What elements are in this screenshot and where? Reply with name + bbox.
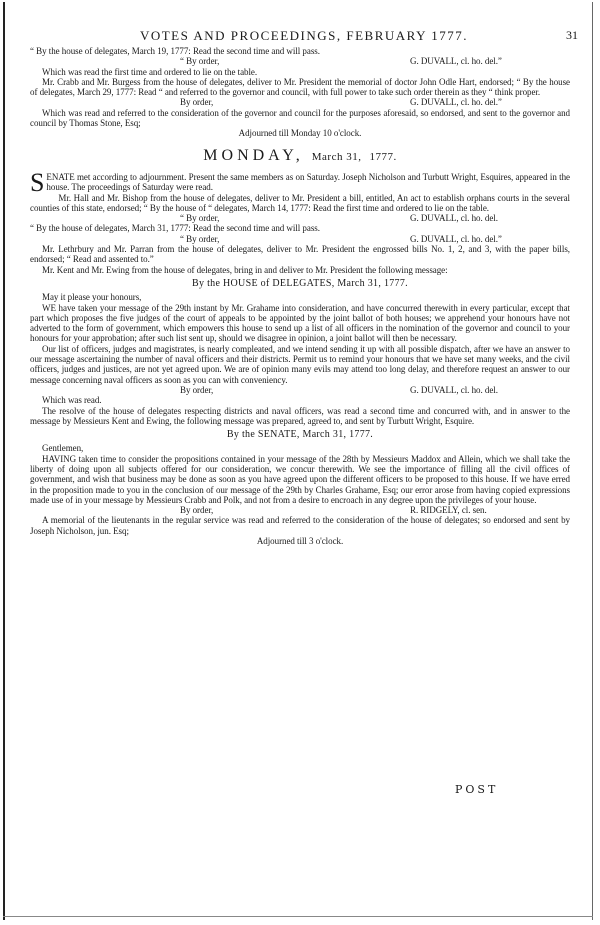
line-first-reading: Which was read the first time and ordered to lie on the table.: [42, 66, 258, 77]
message-salutation: Gentlemen,: [42, 443, 84, 454]
by-order: “ By order,: [180, 213, 220, 224]
message-paragraph: HAVING taken time to consider the propositions contained in your message of the 28th by Messieurs Maddox and Allein, which we shall take the liberty of doing upon all subjects offered for our consideration, we concur therewith. We see the importance of filling all the civil offices of government, and wish that business may be done as soon as you have agreed upon the different officers to be proposed to this house. If we have erred in the proposition made to you in the conclusion of our message of the 29th by Charles Grahame, Esq; our error arose from having copied expressions made use of in your message by Messieurs Crabb and Polk, and not from a desire to encroach in any degree upon the privileges of your house.: [30, 453, 570, 505]
adjournment: Adjourned till 3 o'clock.: [256, 536, 344, 547]
senate-clerk-signature: R. RIDGELY, cl. sen.: [410, 505, 487, 516]
signature-line: [30, 56, 570, 66]
page-number: 31: [566, 28, 578, 42]
line-second-reading: “ By the house of delegates, March 31, 1777: Read the second time and will pass.: [30, 223, 320, 234]
paragraph-senate-met: [30, 167, 570, 197]
title-date: March 31,: [311, 150, 362, 163]
signature-line: [30, 385, 570, 395]
paragraph-referred: Which was read and referred to the consideration of the governor and council for the purposes aforesaid, so endorsed, and sent to the governor and council by Thomas Stone, Esq;: [30, 107, 570, 129]
bottom-rule: [3, 916, 593, 917]
message-paragraph: Our list of officers, judges and magistrates, is nearly compleated, and we intend sending it up with all possible dispatch, after we have an answer to our message ascertaining the number of naval officers and their districts. Permit us to remind your honours that we have set many weeks, and the civil officers, judges and justices, are not yet agreed upon. We are of opinion many evils may attend too long delay, and therefore request an answer to our message concerning naval officers as soon as you can with conveniency.: [30, 343, 570, 385]
paragraph-message-intro: Mr. Kent and Mr. Ewing from the house of delegates, bring in and deliver to Mr. President the following message:: [42, 264, 448, 275]
line-second-reading: “ By the house of delegates, March 19, 1777: Read the second time and will pass.: [30, 46, 320, 56]
paragraph-engrossed-bills: Mr. Lethrbury and Mr. Parran from the house of delegates, deliver to Mr. President the engrossed bills No. 1, 2, and 3, with the paper bills, endorsed; “ Read and assented to.”: [30, 244, 570, 265]
paragraph-resolve: The resolve of the house of delegates respecting districts and naval officers, was read a second time and concurred with, and in answer to the message by Messieurs Kent and Ewing, the following message was prepared, agreed to, and sent by Turbutt Wright, Esquire.: [30, 405, 570, 426]
drop-cap: S: [30, 167, 45, 197]
section-title: [30, 146, 570, 164]
signature-line: [30, 213, 570, 223]
message-heading: By the SENATE, March 31, 1777.: [226, 429, 374, 441]
line-read: Which was read.: [42, 395, 102, 406]
message-paragraph: WE have taken your message of the 29th instant by Mr. Grahame into consideration, and have concurred therewith in every particular, except that part which proposes the five judges of the court of appeals to be appointed by the joint ballot of both houses; we apprehend your honours have not adverted to the form of government, which empowers this house to send up a list of all officers in the nomination of the governor and council to your honours for your approbation; after such list sent up, should we disagree in opinion, a joint ballot will then be necessary.: [30, 302, 570, 344]
header-title: VOTES AND PROCEEDINGS, FEBRUARY 1777.: [139, 28, 469, 43]
paragraph-memorial: Mr. Crabb and Mr. Burgess from the house of delegates, deliver to Mr. President the memorial of doctor John Odle Hart, endorsed; “ By the house of delegates, March 29, 1777: Read “ and referred to the governor and council, with full power to take such order therein as they “ think proper.: [30, 76, 570, 98]
signature-line: [30, 97, 570, 107]
by-order: By order,: [180, 384, 214, 395]
running-header: [30, 28, 578, 44]
by-order: By order,: [180, 505, 214, 516]
message-heading: By the HOUSE of DELEGATES, March 31, 1777.: [192, 277, 408, 289]
adjournment: Adjourned till Monday 10 o'clock.: [238, 128, 362, 139]
senate-met-text: ENATE met according to adjournment. Present the same members as on Saturday. Joseph Nicholson and Turbutt Wright, Esquires, appeared in the house. The proceedings of Saturday were read.: [46, 171, 570, 193]
message-salutation: May it please your honours,: [42, 292, 142, 303]
page-body: [30, 46, 570, 546]
clerk-signature: G. DUVALL, cl. ho. del.: [410, 384, 498, 395]
catchword: POST: [455, 783, 499, 796]
clerk-signature: G. DUVALL, cl. ho. del.”: [410, 56, 502, 67]
by-order: By order,: [180, 97, 214, 108]
signature-line: [30, 505, 570, 515]
title-day: MONDAY,: [203, 146, 304, 164]
title-year: 1777.: [369, 150, 397, 163]
paragraph-memorial-lieutenants: A memorial of the lieutenants in the regular service was read and referred to the consideration of the house of delegates; so endorsed and sent by Joseph Nicholson, jun. Esq;: [30, 515, 570, 536]
clerk-signature: G. DUVALL, cl. ho. del.”: [410, 233, 502, 244]
by-order: “ By order,: [180, 56, 220, 67]
paragraph-orphans-bill: Mr. Hall and Mr. Bishop from the house of delegates, deliver to Mr. President a bill, entitled, An act to establish orphans courts in the several counties of this state, endorsed; “ By the house of “ delegates, March 14, 1777: Read the first time and ordered to lie on the table.: [30, 192, 570, 213]
clerk-signature: G. DUVALL, cl. ho. del.: [410, 213, 498, 224]
by-order: “ By order,: [180, 233, 220, 244]
signature-line: [30, 234, 570, 244]
clerk-signature: G. DUVALL, cl. ho. del.”: [410, 97, 502, 108]
